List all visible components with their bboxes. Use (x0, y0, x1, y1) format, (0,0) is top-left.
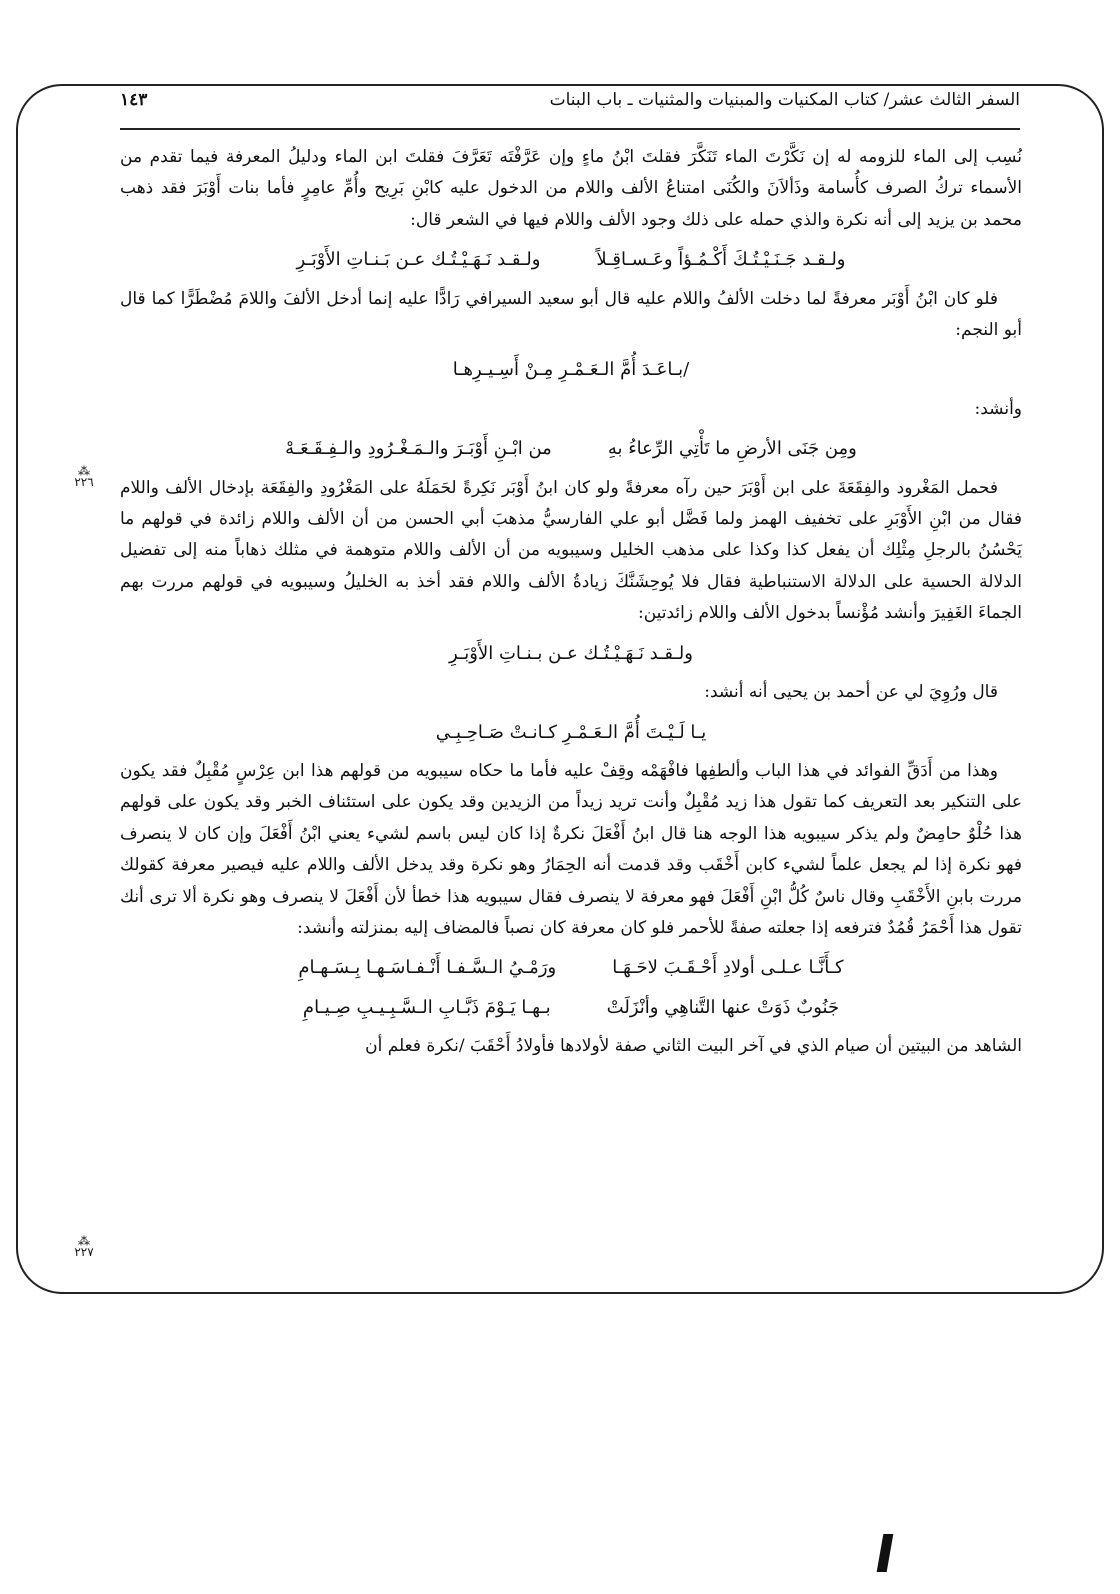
verse-7 (120, 992, 1022, 1023)
paragraph-3: وأنشد: (974, 398, 1022, 419)
ink-smudge (877, 1534, 894, 1572)
header-title: السفر الثالث عشر/ كتاب المكنيات والمبنيات والمثنيات ـ باب البنات (549, 90, 1020, 110)
paragraph-4: فحمل المَغْرود والفِقَعَةَ على ابن أَوْبَرَ حين رآه معرفةً ولو كان ابنُ أَوْبَر نَكِرةً لحَمَلَهُ على المَغْرُودِ والفِقَعَة بإدخال الألف واللام فقال من ابْنِ الأَوْبَرِ على تخفيف الهمز ولما فَضَّل أبو علي الفارسيُّ مذهبَ أبي الحسن من أن الألف واللام زائدة في قولهم ما يَحْسُنُ بالرجلِ مِثْلِك أن يفعل كذا وكذا على مذهب الخليل وسيبويه من أن الألف واللام متوهمة في مثلك ذهاباً منه إلى تفضيل الدلالة الحسية على الدلالة الاستنباطية فقال فلا يُوحِشَنَّكَ زيادةُ الألف واللام فقد أخذ به الخليلُ وسيبويه في قولهم مررت بهم الجماءَ الغَفِيرَ وأنشد مُؤْنساً بدخول الألف واللام زائدتين: (120, 477, 1022, 624)
margin-note-227: ⁂ ٢٢٧ (72, 1236, 96, 1258)
verse-1-first-hemistich: ولـقـد جَـنَـيْـتُـكَ أَكْـمُـؤاً وعَـسـاقِـلاً (596, 249, 846, 271)
verse-5: يـا لَـيْـتَ أُمَّ الـعَـمْـرِ كـانـتْ صَـاحِـبِـي (435, 721, 707, 743)
paragraph-6: وهذا من أَدَقِّ الفوائد في هذا الباب وألطفِها فافْهَمْه وقِفْ عليه فأما ما حكاه سيبويه من قولهم هذا ابن عِرْسٍ مُقْبِلٌ فقد يكون على التنكير بعد التعريف كما تقول هذا زيد مُقْبِلٌ وأنت تريد زيداً من الزيدين وقد يكون على استئناف الخبر وقد يكون على قولهم هذا حُلْوٌ حامِضٌ ولم يذكر سيبويه هذا الوجه هنا قال ابنُ أَفْعَلَ نكرةٌ إذا كان ليس باسم لشيء يعني ابْنُ أَفْعَلَ وإن كان لا ينصرف فهو نكرة إذا لم يجعل علماً لشيء كابن أَخْقَب وقد قدمت أنه الحِمَارُ وهو نكرة وقد يدخل الألف واللام عليه فيصير معرفة كقولك مررت بابنِ الأَخْقَبِ وقال ناسٌ كُلُّ ابْنِ أَفْعَلَ فهو معرفة لا ينصرف فقال سيبويه هذا خطأ لأن أَفْعَلَ لا ينصرف وهو نكرة ألا ترى أنك تقول هذا أَحْمَرُ قُمُدٌ فترفعه إذا جعلته صفةً للأحمر فلو كان معرفة كان نصباً فالمضاف إليه بمنزلته وأنشد: (120, 760, 1022, 938)
paragraph-5: قال ورُوِيَ لي عن أحمد بن يحيى أنه أنشد: (704, 682, 998, 703)
verse-1 (120, 244, 1022, 275)
page-number: ١٤٣ (120, 90, 148, 110)
verse-6-second-hemistich: ورَمْـيُ الـسَّـفـا أَنْـفـاسَـهـا بِـسَـهـامِ (298, 957, 557, 979)
verse-1-second-hemistich: ولـقـد نَـهَـيْـتُـك عـن بَـنـاتِ الأَوْبَـرِ (296, 249, 541, 271)
verse-2: /بـاعَـدَ أُمَّ الـعَـمْـرِ مِـنْ أَسِـيـرِهـا (452, 359, 690, 381)
header-rule (120, 128, 1020, 130)
page-body (120, 142, 1022, 1063)
running-header (120, 86, 1020, 114)
margin-note-mark-icon: ⁂ (78, 1234, 90, 1248)
margin-note-226: ⁂ ٢٢٦ (72, 466, 96, 488)
verse-4: ولـقـد نَـهَـيْـتُـك عـن بـنـاتِ الأَوْبَـرِ (449, 642, 693, 664)
paragraph-2: فلو كان ابْنُ أَوْبَر معرفةً لما دخلت الألفُ واللام عليه قال أبو سعيد السيرافي رَادًّا عليه إنما أدخل الألفَ واللامَ مُضْطَرًّا كما قال أبو النجم: (120, 288, 1022, 341)
verse-3-first-hemistich: ومِن جَنَى الأرضِ ما تَأْتِي الرِّعاءُ بهِ (607, 438, 857, 460)
verse-7-second-hemistich: بـهـا يَـوْمَ ذَبَّـابِ الـسَّـبِـيـبِ صِـيـامِ (302, 996, 551, 1018)
verse-3-second-hemistich: من ابْـنِ أَوْبَـرَ والـمَـغْـرُودِ والـفِـقَـعَـهْ (285, 438, 552, 460)
verse-7-first-hemistich: جَنُوبٌ ذَوَتْ عنها التَّناهِي وأنْزَلَتْ (606, 996, 840, 1018)
paragraph-1: نُسِب إلى الماء للزومه له إن نَكَّرْتَ الماء تَنَكَّرَ فقلتَ ابْنُ ماءٍ وإن عَرَّفْتَه تَعَرَّفَ فقلتَ ابن الماء ودليلُ المعرفة فيما تقدم من الأسماء تركُ الصرف كأُسامة وذَألاَنَ والكُنَى امتناعُ الألف واللام من الدخول عليه كابْنِ بَرِيح وأُمِّ عامِرٍ فأما بنات أَوْبَرَ فقد ذهب محمد بن يزيد إلى أنه نكرة والذي حمله على ذلك وجود الألف واللام فيها في الشعر قال: (120, 147, 1022, 230)
verse-6 (120, 952, 1022, 983)
margin-note-mark-icon: ⁂ (78, 464, 90, 478)
verse-6-first-hemistich: كـأَنَّـا عـلـى أولادِ أَحْـقَـبَ لاحَـهَـا (612, 957, 844, 979)
verse-block-6-7 (120, 952, 1022, 1023)
paragraph-7: الشاهد من البيتين أن صيام الذي في آخر البيت الثاني صفة لأولادها فأولادُ أَحْقَبَ /نكرة فعلم أن (365, 1036, 1022, 1057)
verse-3 (120, 433, 1022, 464)
